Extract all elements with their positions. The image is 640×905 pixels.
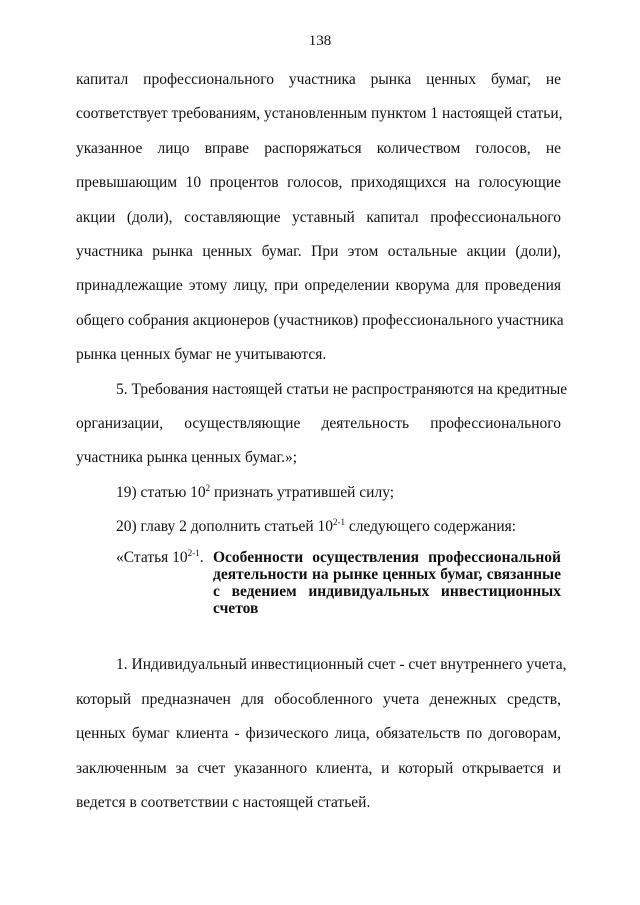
text-line: акции (доли), составляющие уставный капитал профессионального <box>76 208 561 226</box>
article-heading <box>76 549 561 653</box>
item-20-text: 20) главу 2 дополнить статьей 10 <box>116 518 333 536</box>
article-label <box>76 549 213 653</box>
article-title-line: Особенности осуществления профессиональной <box>213 549 561 567</box>
text-line: заключенным за счет указанного клиента, и который открывается и <box>76 759 561 777</box>
article-label-text: «Статья 10 <box>116 549 188 567</box>
text-line: 1. Индивидуальный инвестиционный счет - счет внутреннего учета, <box>116 656 567 674</box>
text-line: общего собрания акционеров (участников) профессионального участника <box>76 311 564 329</box>
article-title-line: с ведением индивидуальных инвестиционных <box>213 583 561 601</box>
text-line: ценных бумаг клиента - физического лица, обязательств по договорам, <box>76 725 561 743</box>
text-line: рынка ценных бумаг не учитываются. <box>76 346 327 364</box>
text-line: участника рынка ценных бумаг. При этом остальные акции (доли), <box>76 242 561 260</box>
article-title <box>213 549 561 653</box>
amendment-item-20 <box>76 515 561 549</box>
text-line: 5. Требования настоящей статьи не распространяются на кредитные <box>116 380 568 398</box>
text-line: указанное лицо вправе распоряжаться количеством голосов, не <box>76 139 561 157</box>
text-line: капитал профессионального участника рынка ценных бумаг, не <box>76 71 561 88</box>
item-19-text: 19) статью 10 <box>116 483 206 501</box>
document-body <box>76 68 568 825</box>
article-label-dot: . <box>199 549 204 567</box>
text-line: который предназначен для обособленного учета денежных средств, <box>76 690 561 708</box>
item-19-superscript: 2 <box>205 482 211 493</box>
item-19-text-end: признать утратившей силу; <box>210 483 395 501</box>
text-line: ведется в соответствии с настоящей статьей. <box>76 794 371 812</box>
page-number: 138 <box>308 33 332 49</box>
text-line: соответствует требованиям, установленным пунктом 1 настоящей статьи, <box>76 105 563 123</box>
article-title-line: деятельности на рынке ценных бумаг, связанные <box>213 566 561 584</box>
article-title-line: счетов <box>213 600 259 618</box>
text-line: принадлежащие этому лицу, при определении кворума для проведения <box>76 277 561 295</box>
text-line: организации, осуществляющие деятельность профессионального <box>76 414 561 432</box>
text-line: участника рынка ценных бумаг.»; <box>76 449 297 467</box>
item-20-text-end: следующего содержания: <box>345 518 517 536</box>
amendment-item-19 <box>76 481 561 515</box>
item-20-superscript: 2-1 <box>333 516 345 527</box>
article-label-superscript: 2-1 <box>187 548 200 559</box>
text-line: превышающим 10 процентов голосов, приходящихся на голосующие <box>76 174 561 192</box>
